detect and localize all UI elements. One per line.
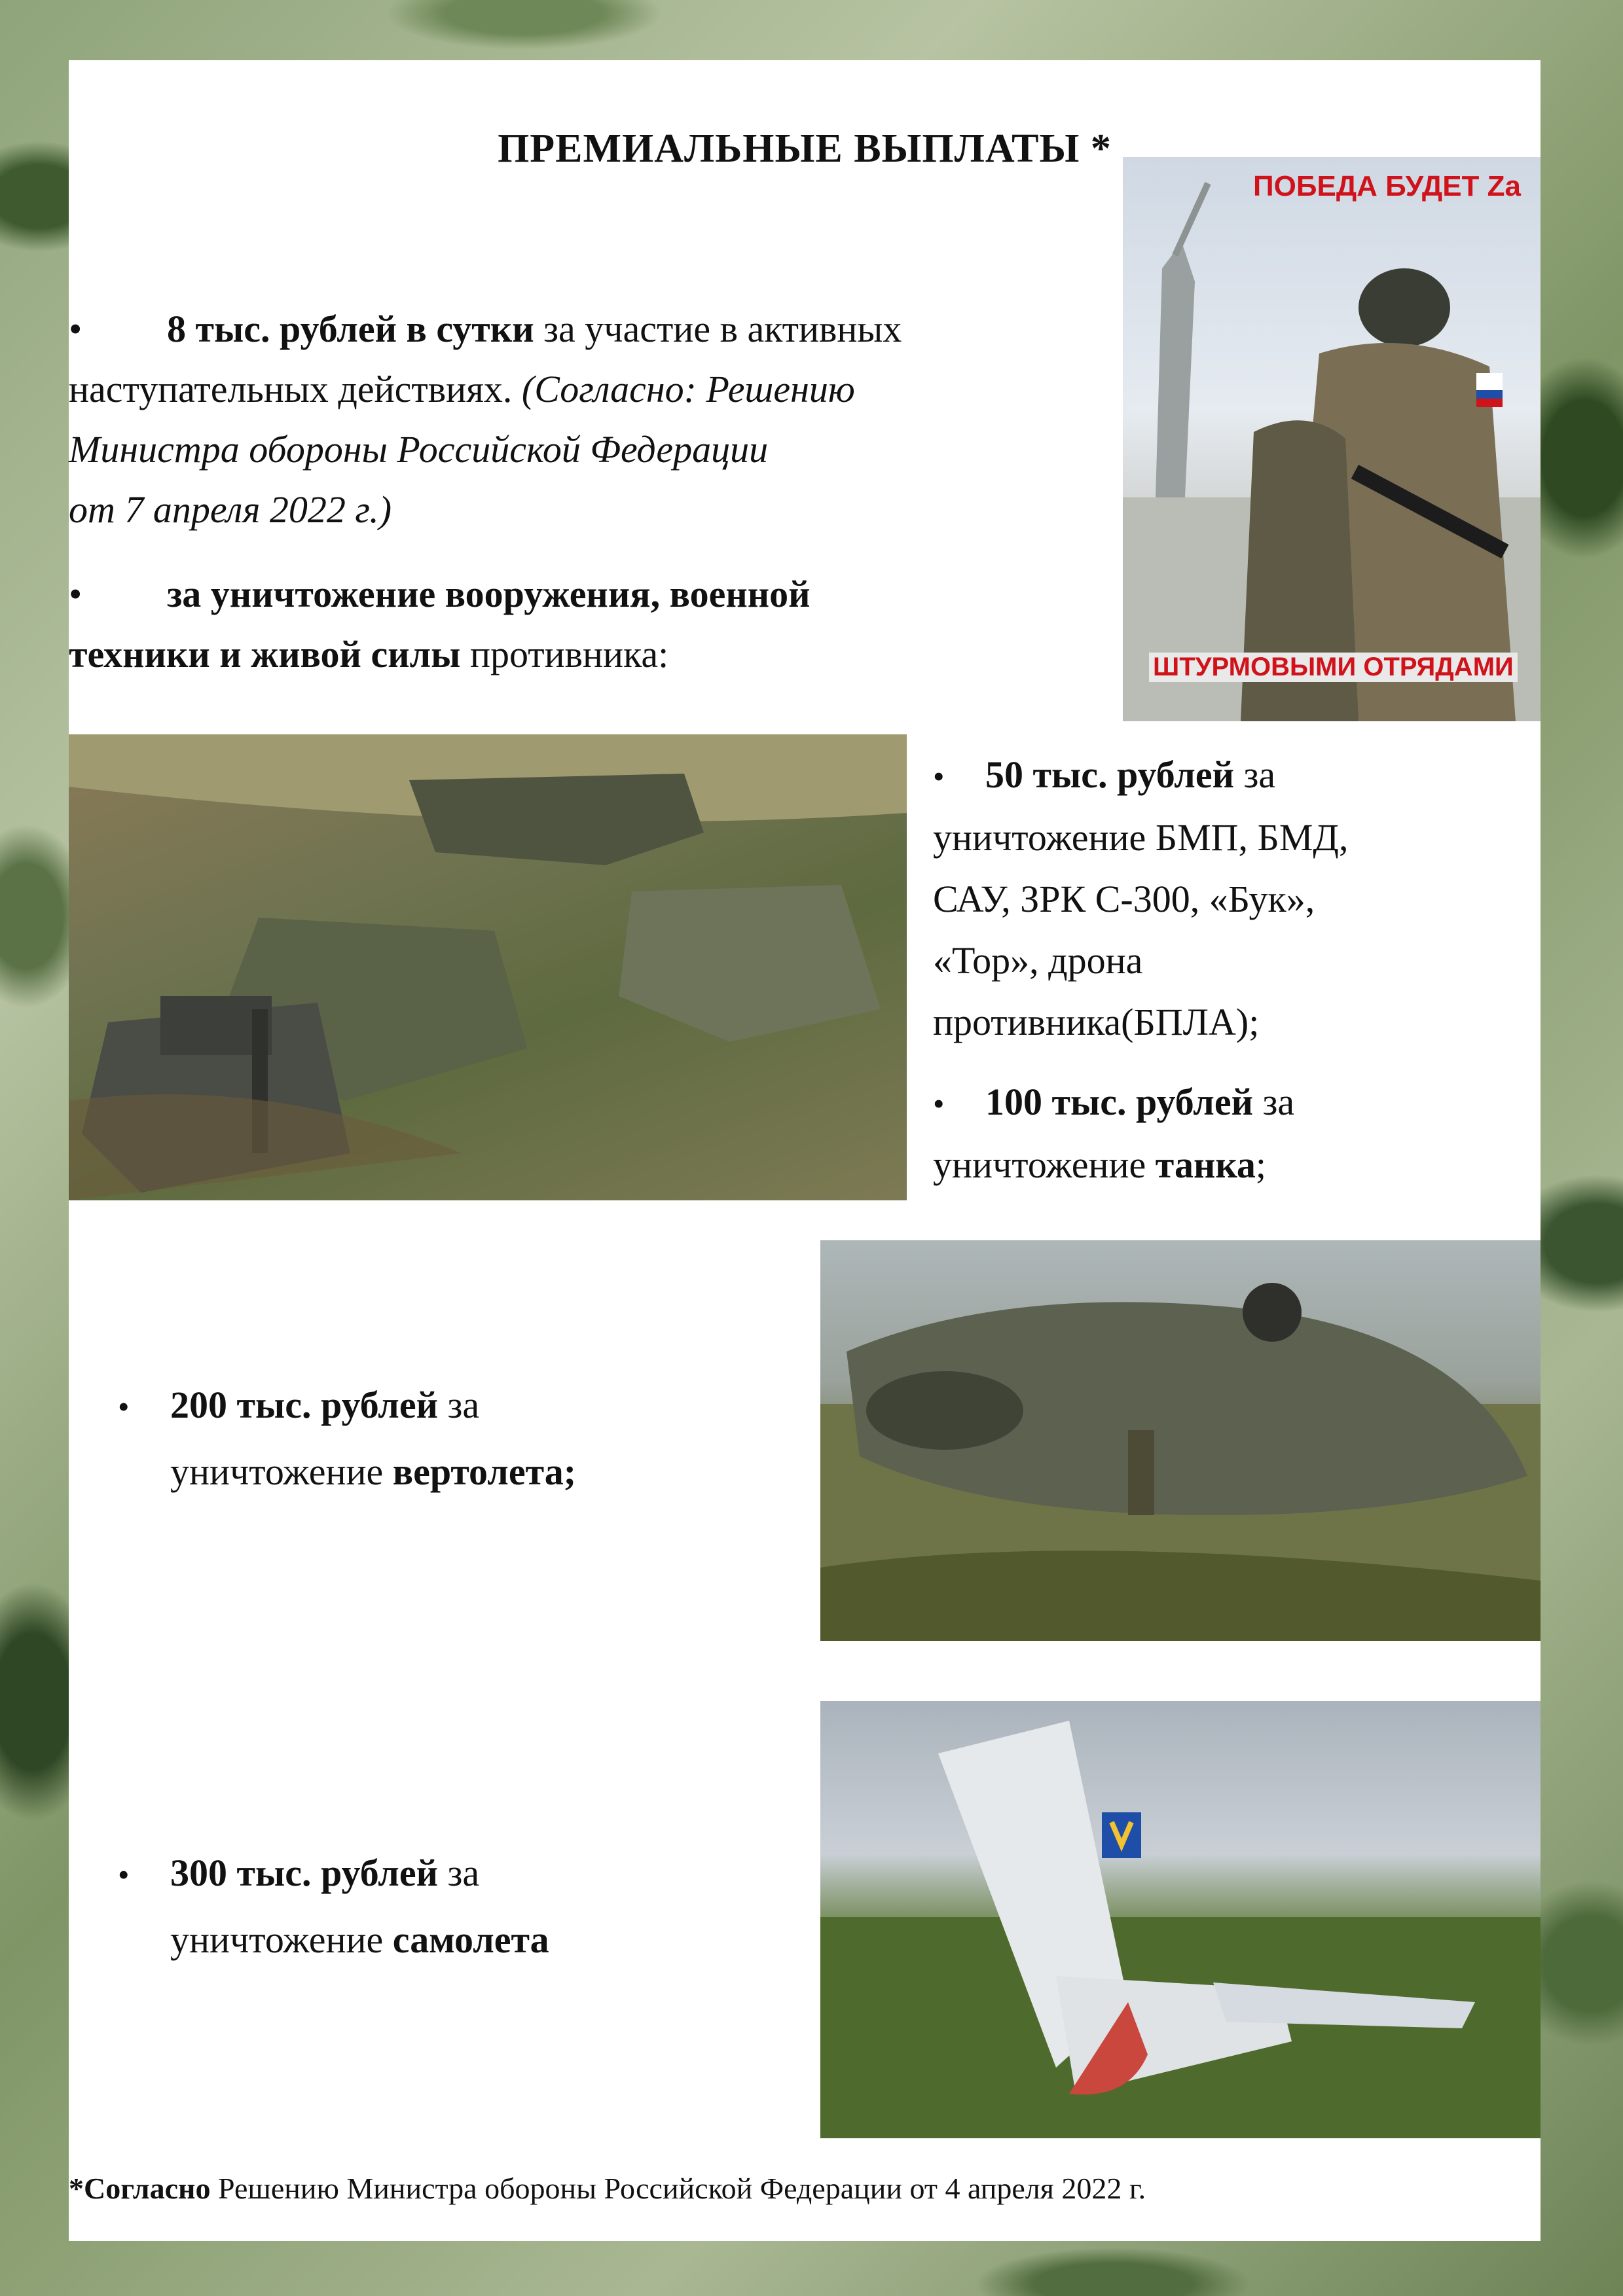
plane-word: самолета xyxy=(392,1918,549,1961)
plane-reward-za: за xyxy=(438,1852,480,1894)
poster-bottom-text: ШТУРМОВЫМИ ОТРЯДАМИ xyxy=(1149,653,1518,682)
page-title: ПРЕМИАЛЬНЫЕ ВЫПЛАТЫ * xyxy=(498,126,1112,171)
tank-reward-line2: уничтожение xyxy=(933,1143,1156,1186)
helicopter-word: вертолета; xyxy=(392,1450,577,1493)
tank-word: танка xyxy=(1155,1143,1256,1186)
daily-pay-text-line2: наступательных действиях. xyxy=(69,368,513,410)
bmp-reward-line2: уничтожение БМП, БМД, xyxy=(933,816,1349,859)
daily-pay-text: за участие в активных xyxy=(534,308,902,350)
destroyed-vehicles-photo xyxy=(69,734,907,1200)
daily-pay-amount: 8 тыс. рублей в сутки xyxy=(167,308,534,350)
destroyed-tanks-illustration xyxy=(69,734,907,1200)
bullet-helicopter-reward xyxy=(118,1372,773,1505)
tank-reward-end: ; xyxy=(1255,1143,1267,1186)
bullet-bmp-reward xyxy=(933,744,1535,1053)
helicopter-reward-amount: 200 тыс. рублей xyxy=(170,1384,439,1426)
bmp-reward-za: за xyxy=(1234,753,1276,796)
footnote xyxy=(69,2171,1146,2206)
plane-reward-line2: уничтожение xyxy=(170,1918,393,1961)
destruction-heading: за уничтожение вооружения, военной xyxy=(167,573,811,615)
bullet-dot-icon: • xyxy=(69,573,82,615)
tank-reward-amount: 100 тыс. рублей xyxy=(985,1081,1254,1123)
destruction-heading-line2: техники и живой силы xyxy=(69,633,461,675)
helicopter-reward-line2: уничтожение xyxy=(170,1450,393,1493)
daily-pay-note-line2: Министра обороны Российской Федерации xyxy=(69,428,769,471)
bullet-dot-icon: • xyxy=(69,308,82,350)
footnote-bold: *Согласно xyxy=(69,2172,211,2205)
bullet-daily-pay xyxy=(69,299,1090,540)
daily-pay-note-line3: от 7 апреля 2022 г.) xyxy=(69,488,392,531)
bullet-dot-icon: • xyxy=(933,758,945,795)
bullet-dot-icon: • xyxy=(118,1388,130,1425)
bullet-tank-reward xyxy=(933,1071,1535,1196)
tank-reward-za: за xyxy=(1253,1081,1295,1123)
bullet-destruction-intro xyxy=(69,564,1090,685)
bmp-reward-amount: 50 тыс. рублей xyxy=(985,753,1235,796)
bmp-reward-line3: САУ, ЗРК С-300, «Бук», xyxy=(933,878,1315,920)
bmp-reward-line5: противника(БПЛА); xyxy=(933,1001,1260,1043)
bullet-dot-icon: • xyxy=(933,1085,945,1122)
poster-top-text: ПОБЕДА БУДЕТ Zа xyxy=(1253,170,1521,202)
poster-image xyxy=(1123,157,1541,721)
helicopter-reward-za: за xyxy=(438,1384,480,1426)
plane-reward-amount: 300 тыс. рублей xyxy=(170,1852,439,1894)
bmp-reward-line4: «Тор», дрона xyxy=(933,939,1143,982)
downed-plane-illustration xyxy=(820,1701,1541,2138)
soldiers-illustration xyxy=(1123,157,1541,721)
downed-plane-photo xyxy=(820,1701,1541,2138)
document-page xyxy=(69,60,1541,2241)
destruction-heading-rest: противника: xyxy=(460,633,669,675)
bullet-plane-reward xyxy=(118,1840,773,1973)
bullet-dot-icon: • xyxy=(118,1856,130,1893)
downed-helicopter-illustration xyxy=(820,1240,1541,1641)
footnote-text: Решению Министра обороны Российской Федерации от 4 апреля 2022 г. xyxy=(210,2172,1146,2205)
daily-pay-note: (Согласно: Решению xyxy=(512,368,855,410)
downed-helicopter-photo xyxy=(820,1240,1541,1641)
